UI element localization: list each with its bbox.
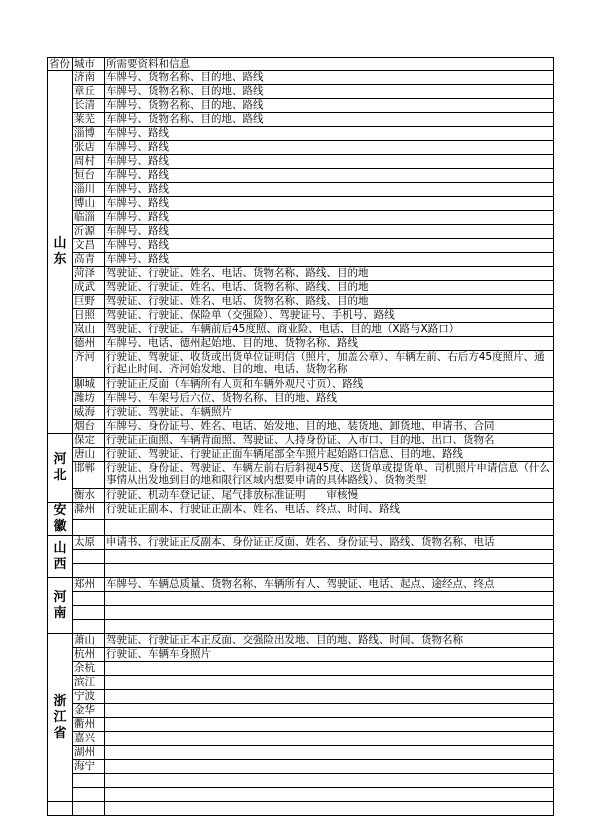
table-row (48, 211, 554, 225)
table-row (48, 378, 554, 392)
info-cell (105, 592, 554, 606)
city-cell (73, 606, 105, 620)
city-cell: 衡水 (73, 489, 105, 503)
province-cell: 河北 (48, 434, 73, 503)
table-row (48, 462, 554, 489)
city-cell: 滁州 (73, 503, 105, 520)
table-row (48, 85, 554, 99)
city-cell (73, 774, 105, 788)
table-row (48, 448, 554, 462)
info-cell: 行驶证、驾驶证、行驶证正面车辆尾部全车照片起始路口信息、目的地、路线 (105, 448, 554, 462)
info-cell: 车牌号、路线 (105, 127, 554, 141)
info-cell: 行驶证、驾驶证、车辆照片 (105, 406, 554, 420)
city-cell: 太原 (73, 536, 105, 550)
info-cell: 车牌号、身份证号、姓名、电话、始发地、目的地、装货地、卸货地、申请书、合同 (105, 420, 554, 434)
city-cell: 保定 (73, 434, 105, 448)
info-cell (105, 564, 554, 578)
info-cell: 驾驶证、行驶证、姓名、电话、货物名称、路线、目的地 (105, 281, 554, 295)
empty-cell (73, 802, 105, 816)
info-cell: 申请书、行驶证正反副本、身份证正反面、姓名、身份证号、路线、货物名称、电话 (105, 536, 554, 550)
city-cell: 济南 (73, 71, 105, 85)
table-row (48, 578, 554, 592)
info-cell: 驾驶证、行驶证、车辆前后45度照、商业险、电话、目的地（X路与X路口） (105, 323, 554, 337)
city-cell (73, 519, 105, 536)
info-cell: 车牌号、车辆总质量、货物名称、车辆所有人、驾驶证、电话、起点、途经点、终点 (105, 578, 554, 592)
table-row (48, 802, 554, 816)
table-row (48, 489, 554, 503)
province-cell: 河南 (48, 578, 73, 634)
province-cell: 山西 (48, 536, 73, 578)
table-row (48, 760, 554, 774)
city-cell: 威海 (73, 406, 105, 420)
city-cell: 高青 (73, 253, 105, 267)
info-cell (105, 704, 554, 718)
city-cell: 烟台 (73, 420, 105, 434)
city-cell: 巨野 (73, 295, 105, 309)
table-row (48, 420, 554, 434)
city-cell (73, 788, 105, 802)
info-cell: 车牌号、路线 (105, 197, 554, 211)
city-cell: 金华 (73, 704, 105, 718)
city-cell: 成武 (73, 281, 105, 295)
table-row (48, 281, 554, 295)
info-cell: 车牌号、路线 (105, 211, 554, 225)
city-cell: 杭州 (73, 648, 105, 662)
table-row (48, 406, 554, 420)
city-cell: 莱芜 (73, 113, 105, 127)
province-cell: 山东 (48, 71, 73, 434)
city-cell: 博山 (73, 197, 105, 211)
info-cell: 车牌号、货物名称、目的地、路线 (105, 85, 554, 99)
table-row (48, 550, 554, 564)
province-cell: 安徽 (48, 503, 73, 536)
city-cell: 淄川 (73, 183, 105, 197)
table-row (48, 113, 554, 127)
city-cell: 湖州 (73, 746, 105, 760)
table-row (48, 648, 554, 662)
table-row (48, 690, 554, 704)
table-row (48, 774, 554, 788)
info-cell (105, 774, 554, 788)
table-row (48, 606, 554, 620)
info-cell (105, 620, 554, 634)
info-cell (105, 550, 554, 564)
city-cell: 余杭 (73, 662, 105, 676)
info-cell: 车牌号、路线 (105, 155, 554, 169)
city-cell: 滨江 (73, 676, 105, 690)
requirements-table (47, 57, 554, 816)
info-cell (105, 606, 554, 620)
city-cell: 菏泽 (73, 267, 105, 281)
city-cell: 张店 (73, 141, 105, 155)
info-cell: 行驶证、机动车登记证、尾气排放标准证明 审核慢 (105, 489, 554, 503)
info-cell: 驾驶证、行驶证正本正反面、交强险出发地、目的地、路线、时间、货物名称 (105, 634, 554, 648)
city-cell: 宁波 (73, 690, 105, 704)
table-row (48, 155, 554, 169)
city-cell: 唐山 (73, 448, 105, 462)
info-cell (105, 760, 554, 774)
city-cell: 郑州 (73, 578, 105, 592)
info-cell: 驾驶证、行驶证、保险单（交强险）、驾驶证号、手机号、路线 (105, 309, 554, 323)
table-row (48, 351, 554, 378)
table-row (48, 392, 554, 406)
header-row (48, 58, 554, 71)
city-cell: 临淄 (73, 211, 105, 225)
header-info: 所需要资料和信息 (105, 58, 554, 71)
city-cell: 长清 (73, 99, 105, 113)
city-cell (73, 550, 105, 564)
city-cell: 文昌 (73, 239, 105, 253)
info-cell: 车牌号、电话、德州起始地、目的地、货物名称、路线 (105, 337, 554, 351)
table-row (48, 732, 554, 746)
city-cell: 海宁 (73, 760, 105, 774)
info-cell: 行驶证正反面（车辆所有人页和车辆外观尺寸页）、路线 (105, 378, 554, 392)
city-cell: 岚山 (73, 323, 105, 337)
city-cell: 周村 (73, 155, 105, 169)
table-row (48, 634, 554, 648)
info-cell: 行驶证、身份证、驾驶证、车辆左前右后斜视45度、送货单或提货单、司机照片申请信息（什么事情从出发地到目的地和限行区域内想要申请的具体路线）、货物类型 (105, 462, 554, 489)
table-row (48, 788, 554, 802)
table-row (48, 99, 554, 113)
info-cell (105, 676, 554, 690)
city-cell: 衢州 (73, 718, 105, 732)
info-cell: 车牌号、货物名称、目的地、路线 (105, 71, 554, 85)
city-cell (73, 592, 105, 606)
city-cell: 潍坊 (73, 392, 105, 406)
info-cell: 行驶证正面照、车辆背面照、驾驶证、人持身份证、入市口、目的地、出口、货物名 (105, 434, 554, 448)
city-cell: 萧山 (73, 634, 105, 648)
table-row (48, 127, 554, 141)
info-cell (105, 519, 554, 536)
info-cell (105, 788, 554, 802)
city-cell: 德州 (73, 337, 105, 351)
table-row (48, 309, 554, 323)
empty-cell (48, 802, 73, 816)
info-cell (105, 718, 554, 732)
info-cell: 车牌号、货物名称、目的地、路线 (105, 113, 554, 127)
info-cell (105, 662, 554, 676)
header-province: 省份 (48, 58, 73, 71)
city-cell: 章丘 (73, 85, 105, 99)
table-row (48, 225, 554, 239)
info-cell: 车牌号、车架号后六位、货物名称、目的地、路线 (105, 392, 554, 406)
city-cell: 沂源 (73, 225, 105, 239)
table-row (48, 704, 554, 718)
info-cell: 车牌号、路线 (105, 169, 554, 183)
city-cell: 齐河 (73, 351, 105, 378)
empty-cell (105, 802, 554, 816)
city-cell (73, 564, 105, 578)
table-row (48, 434, 554, 448)
table-row (48, 592, 554, 606)
city-cell: 淄博 (73, 127, 105, 141)
info-cell: 行驶证正副本、行驶证正副本、姓名、电话、终点、时间、路线 (105, 503, 554, 520)
table-row (48, 141, 554, 155)
info-cell (105, 746, 554, 760)
info-cell (105, 690, 554, 704)
info-cell: 车牌号、货物名称、目的地、路线 (105, 99, 554, 113)
table-row (48, 519, 554, 536)
table-row (48, 253, 554, 267)
city-cell: 日照 (73, 309, 105, 323)
city-cell: 恒台 (73, 169, 105, 183)
table-row (48, 676, 554, 690)
city-cell: 嘉兴 (73, 732, 105, 746)
city-cell (73, 620, 105, 634)
table-row (48, 564, 554, 578)
table-row (48, 239, 554, 253)
table-row (48, 620, 554, 634)
table-row (48, 536, 554, 550)
table-row (48, 662, 554, 676)
info-cell: 车牌号、路线 (105, 183, 554, 197)
info-cell: 车牌号、路线 (105, 225, 554, 239)
info-cell: 行驶证、驾驶证、收货或出货单位证明信（照片，加盖公章）、车辆左前、右后方45度照片、通行起止时间、齐河始发地、目的地、电话、货物名称 (105, 351, 554, 378)
table-row (48, 197, 554, 211)
info-cell: 车牌号、路线 (105, 239, 554, 253)
table-row (48, 295, 554, 309)
province-cell: 浙江省 (48, 634, 73, 802)
info-cell: 车牌号、路线 (105, 141, 554, 155)
header-city: 城市 (73, 58, 105, 71)
table-row (48, 503, 554, 520)
table-row (48, 746, 554, 760)
info-cell: 驾驶证、行驶证、姓名、电话、货物名称、路线、目的地 (105, 295, 554, 309)
table-row (48, 183, 554, 197)
table-row (48, 267, 554, 281)
table-row (48, 71, 554, 85)
city-cell: 邯郸 (73, 462, 105, 489)
table-row (48, 323, 554, 337)
info-cell (105, 732, 554, 746)
info-cell: 车牌号、路线 (105, 253, 554, 267)
table-row (48, 337, 554, 351)
info-cell: 行驶证、车辆车身照片 (105, 648, 554, 662)
table-row (48, 169, 554, 183)
table-row (48, 718, 554, 732)
info-cell: 驾驶证、行驶证、姓名、电话、货物名称、路线、目的地 (105, 267, 554, 281)
city-cell: 聊城 (73, 378, 105, 392)
